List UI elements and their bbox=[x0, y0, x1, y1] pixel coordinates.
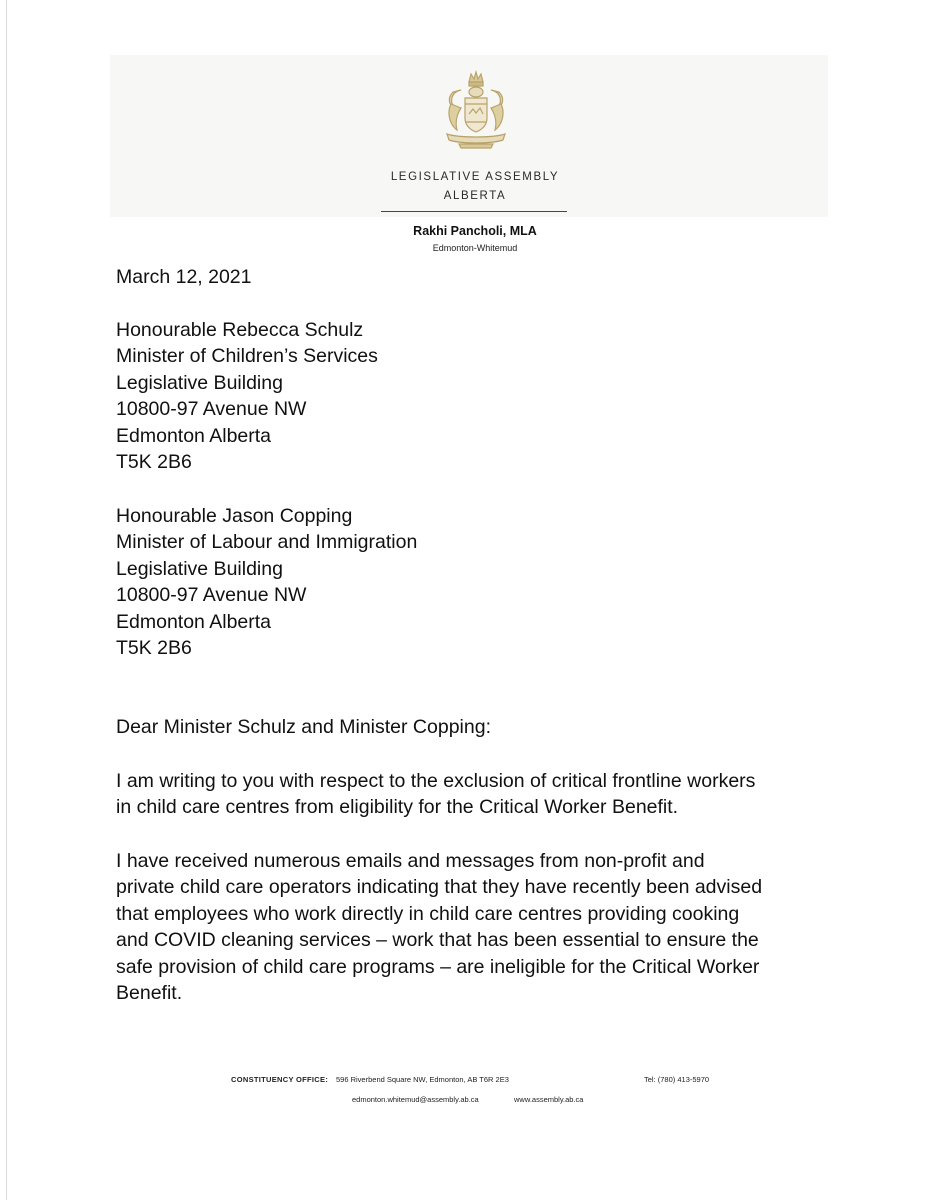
paragraph-line: private child care operators indicating that they have recently been advised bbox=[116, 876, 763, 899]
footer-email: edmonton.whitemud@assembly.ab.ca bbox=[352, 1095, 479, 1104]
letterhead-divider bbox=[381, 211, 567, 212]
address-line: T5K 2B6 bbox=[116, 637, 192, 660]
paragraph-line: I have received numerous emails and messages from non-profit and bbox=[116, 850, 705, 872]
address-line: Legislative Building bbox=[116, 557, 283, 580]
address-line: Edmonton Alberta bbox=[116, 424, 272, 447]
paragraph-line: safe provision of child care programs – are ineligible for the Critical Worker bbox=[116, 955, 760, 978]
address-line: T5K 2B6 bbox=[116, 451, 192, 474]
address-line: Honourable Rebecca Schulz bbox=[116, 319, 364, 341]
address-line: Edmonton Alberta bbox=[116, 610, 272, 633]
mla-name: Rakhi Pancholi, MLA bbox=[413, 224, 537, 238]
paragraph-line: in child care centres from eligibility for the Critical Worker Benefit. bbox=[116, 796, 679, 819]
address-line: Honourable Jason Copping bbox=[116, 505, 353, 527]
alberta-coat-of-arms-icon bbox=[433, 68, 519, 152]
footer-website: www.assembly.ab.ca bbox=[514, 1095, 584, 1104]
footer-office-address: 596 Riverbend Square NW, Edmonton, AB T6R 2E3 bbox=[336, 1075, 509, 1084]
recipient-address-schulz bbox=[116, 317, 378, 475]
footer-office-label: CONSTITUENCY OFFICE: bbox=[231, 1075, 329, 1084]
paragraph-line: that employees who work directly in child care centres providing cooking bbox=[116, 902, 740, 925]
address-line: 10800-97 Avenue NW bbox=[116, 584, 307, 607]
body-paragraph-2 bbox=[116, 848, 836, 1006]
body-paragraph-1 bbox=[116, 768, 836, 821]
recipient-address-copping bbox=[116, 503, 417, 661]
letter-date: March 12, 2021 bbox=[116, 266, 252, 288]
assembly-name-line2: ALBERTA bbox=[443, 190, 507, 202]
address-line: Legislative Building bbox=[116, 371, 283, 394]
riding-name: Edmonton-Whitemud bbox=[432, 243, 518, 253]
paragraph-line: and COVID cleaning services – work that has been essential to ensure the bbox=[116, 929, 759, 952]
address-line: Minister of Children’s Services bbox=[116, 345, 378, 368]
assembly-name-line1: LEGISLATIVE ASSEMBLY bbox=[390, 171, 560, 183]
paragraph-line: I am writing to you with respect to the exclusion of critical frontline workers bbox=[116, 770, 756, 792]
page-edge bbox=[6, 0, 7, 1200]
footer-telephone: Tel: (780) 413-5970 bbox=[644, 1075, 710, 1084]
paragraph-line: Benefit. bbox=[116, 982, 183, 1005]
address-line: Minister of Labour and Immigration bbox=[116, 531, 418, 554]
salutation: Dear Minister Schulz and Minister Copping: bbox=[116, 716, 491, 738]
address-line: 10800-97 Avenue NW bbox=[116, 398, 307, 421]
